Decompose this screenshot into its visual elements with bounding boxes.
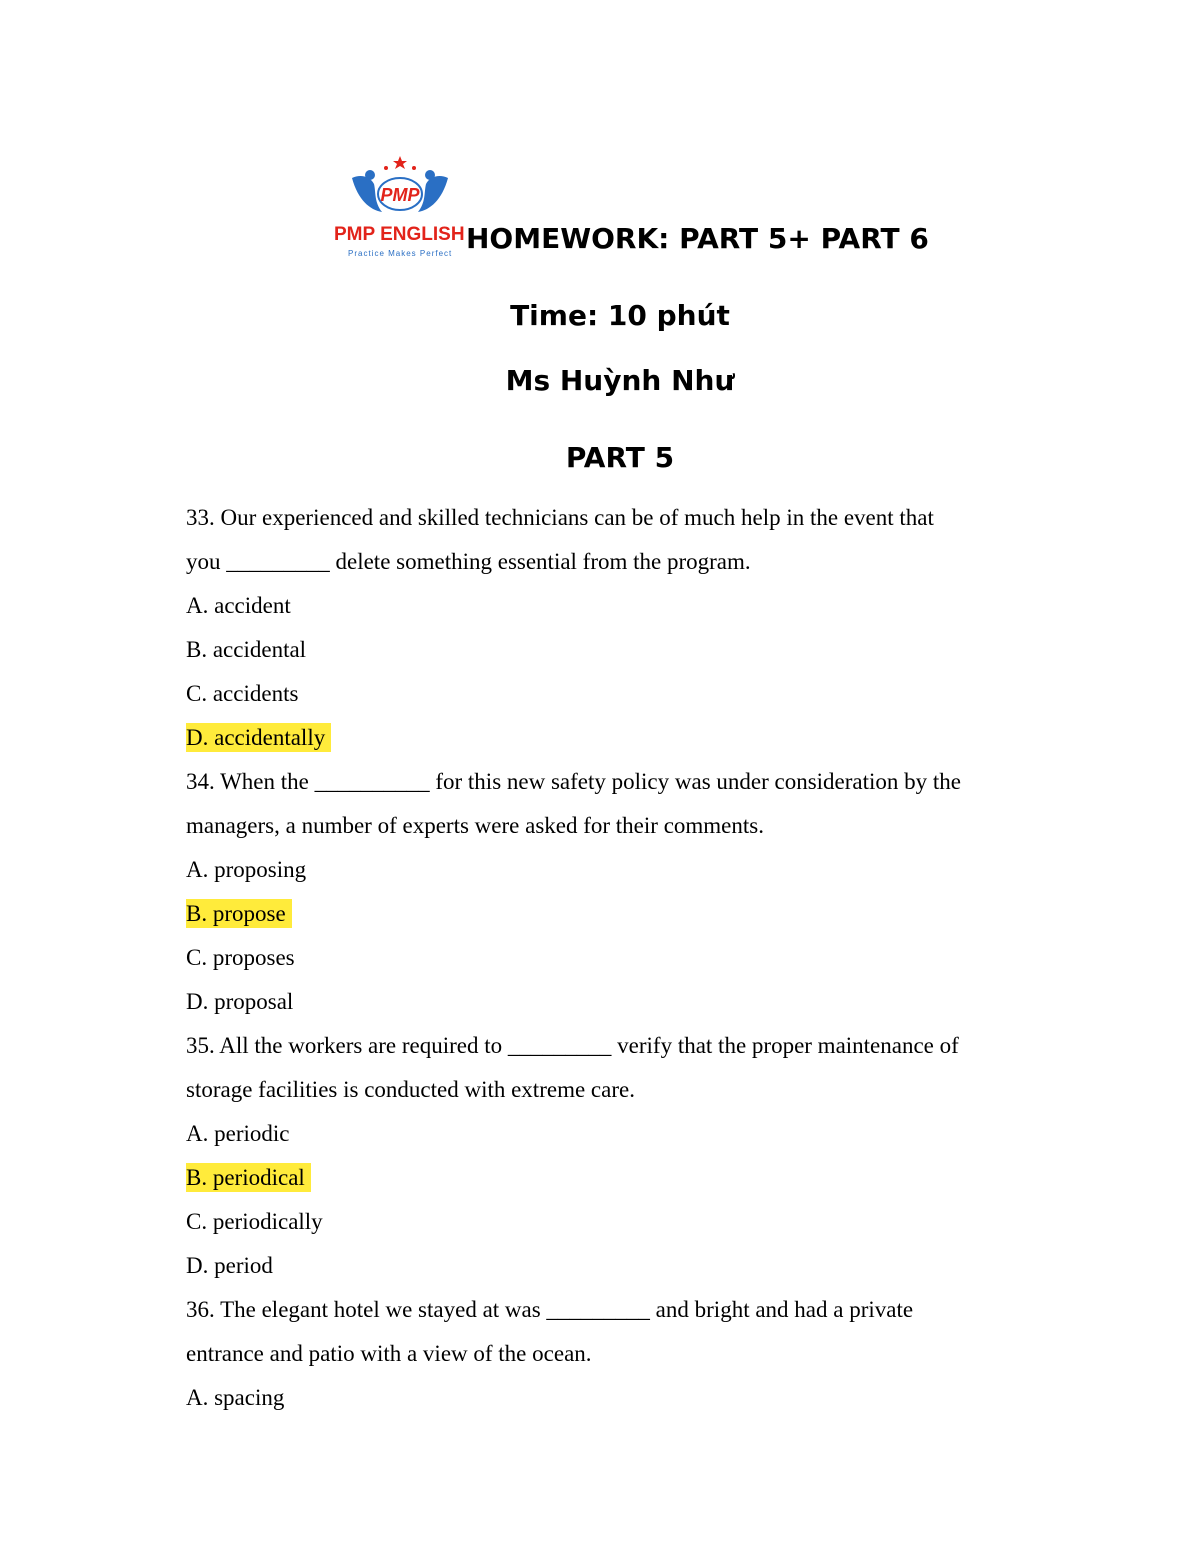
answer-option-c: C. proposes [186, 945, 295, 970]
highlighted-answer: D. accidentally [186, 723, 331, 752]
answer-option-b [186, 892, 1066, 936]
logo-emblem-icon [330, 150, 470, 230]
answer-option-a: A. accident [186, 593, 291, 618]
question-text-line: storage facilities is conducted with extreme care. [186, 1077, 635, 1102]
question-text-line: 33. Our experienced and skilled technicians can be of much help in the event that [186, 505, 934, 530]
question-list [186, 496, 1066, 1420]
question-text-line: 36. The elegant hotel we stayed at was _________ and bright and had a private [186, 1297, 914, 1322]
logo-badge-text: PMP [380, 185, 420, 205]
question-34 [186, 760, 1066, 1024]
answer-option-b: B. accidental [186, 637, 307, 662]
answer-option-a: A. proposing [186, 857, 307, 882]
section-heading: PART 5 [565, 441, 675, 474]
page-title: HOMEWORK: PART 5+ PART 6 [466, 222, 929, 255]
answer-option-d: D. proposal [186, 989, 294, 1014]
question-text-line: 34. When the __________ for this new safety policy was under consideration by the [186, 769, 962, 794]
question-text-line: managers, a number of experts were asked for their comments. [186, 813, 764, 838]
question-33 [186, 496, 1066, 760]
answer-option-d [186, 716, 1066, 760]
question-text-line: entrance and patio with a view of the ocean. [186, 1341, 592, 1366]
pmp-english-logo [330, 150, 470, 262]
logo-tagline: Practice Makes Perfect [348, 249, 453, 258]
answer-option-d: D. period [186, 1253, 273, 1278]
answer-option-a: A. periodic [186, 1121, 290, 1146]
teacher-name: Ms Huỳnh Như [505, 364, 735, 397]
highlighted-answer: B. periodical [186, 1163, 311, 1192]
question-36 [186, 1288, 1066, 1420]
answer-option-b [186, 1156, 1066, 1200]
logo-name: PMP ENGLISH [334, 224, 465, 245]
question-text-line: you _________ delete something essential from the program. [186, 549, 751, 574]
answer-option-c: C. periodically [186, 1209, 323, 1234]
question-35 [186, 1024, 1066, 1288]
question-text-line: 35. All the workers are required to _________ verify that the proper maintenance of [186, 1033, 959, 1058]
time-limit: Time: 10 phút [510, 299, 730, 332]
highlighted-answer: B. propose [186, 899, 292, 928]
answer-option-c: C. accidents [186, 681, 299, 706]
answer-option-a: A. spacing [186, 1385, 285, 1410]
